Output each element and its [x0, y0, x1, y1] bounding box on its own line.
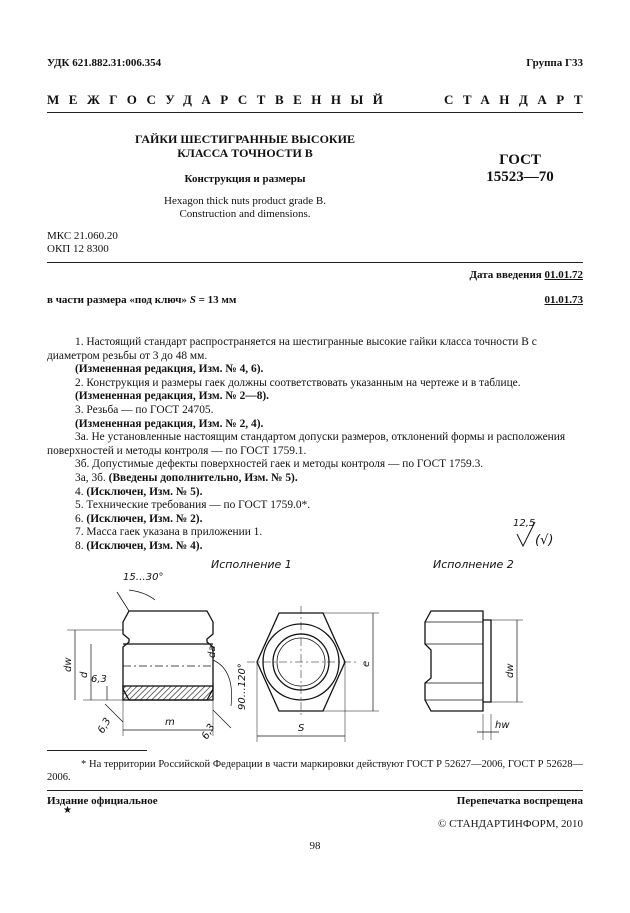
gost-designation [470, 152, 570, 186]
dim-e-label: e [361, 660, 372, 667]
title-en-line1: Hexagon thick nuts product grade B. [164, 195, 326, 207]
codes-rule [47, 262, 583, 263]
roughness-symbol-text: (√) [535, 533, 554, 548]
dim-da-label: da [207, 645, 218, 658]
standard-heading-right: СТАНДАРТ [443, 92, 592, 107]
para-5: 5. Технические требования — по ГОСТ 1759.0*. [75, 499, 311, 512]
para-8-prefix: 8. [75, 539, 84, 552]
dim-d-label: d [79, 671, 90, 678]
footnote-text: * На территории Российской Федерации в части маркировки действуют ГОСТ Р 52627—2006, ГОСТ Р 52628—2006. [47, 759, 583, 783]
page-number: 98 [309, 840, 321, 852]
dim-m-label: m [165, 717, 175, 728]
size-note-prefix: в части размера «под ключ» [47, 294, 187, 306]
title-en [100, 195, 390, 221]
title-subtitle: Конструкция и размеры [184, 173, 306, 185]
roughness-value: 12,5 [513, 518, 536, 529]
para-3b: 3б. Допустимые дефекты поверхностей гаек и методы контроля — по ГОСТ 1759.3. [75, 458, 484, 471]
para-3-note: (Измененная редакция, Изм. № 2, 4). [75, 417, 264, 430]
dim-63-right-label: 6,3 [200, 722, 218, 742]
title-ru [100, 132, 390, 160]
title-ru-line1: ГАЙКИ ШЕСТИГРАННЫЕ ВЫСОКИЕ [135, 132, 355, 146]
classification-codes [47, 230, 118, 256]
copyright: © СТАНДАРТИНФОРМ, 2010 [438, 818, 583, 830]
roughness-symbol [513, 518, 553, 548]
introduction-date [469, 269, 583, 281]
udk-code: УДК 621.882.31:006.354 [47, 57, 162, 69]
para-3: 3. Резьба — по ГОСТ 24705. [75, 403, 214, 416]
mks-code: МКС 21.060.20 [47, 230, 118, 242]
intro-date-value: 01.01.72 [544, 269, 583, 281]
variant-1-label: Исполнение 1 [211, 558, 292, 571]
header-rule [47, 112, 583, 113]
size-note-date: 01.01.73 [544, 294, 583, 306]
nut-drawing [47, 510, 583, 755]
para-2-note: (Измененная редакция, Изм. № 2—8). [75, 390, 270, 403]
footnote-rule [47, 750, 147, 751]
size-note [47, 294, 236, 306]
variant-2-label: Исполнение 2 [433, 558, 514, 571]
dim-63-left-label: 6,3 [91, 674, 107, 685]
group-code: Группа Г33 [526, 57, 583, 69]
gost-label: ГОСТ [499, 152, 541, 168]
para-3ab [47, 472, 583, 486]
star-mark: ★ [63, 805, 72, 816]
angle-top-label: 15…30° [123, 572, 164, 583]
para-7: 7. Масса гаек указана в приложении 1. [75, 526, 263, 539]
para-4-prefix: 4. [75, 485, 84, 498]
dim-dw-v2-label: dw [505, 663, 516, 678]
variant-1-top-view [247, 606, 379, 742]
para-1-note: (Измененная редакция, Изм. № 4, 6). [75, 363, 264, 376]
size-note-suffix: = 13 мм [198, 294, 237, 306]
standard-heading-left: МЕЖГОСУДАРСТВЕННЫЙ [47, 92, 393, 107]
intro-date-label: Дата введения [469, 269, 542, 281]
size-note-s: S [189, 294, 196, 306]
variant-1-side-view [67, 590, 232, 736]
dim-s-label: S [298, 723, 305, 734]
para-2: 2. Конструкция и размеры гаек должны соответствовать указанным на чертеже и в таблице. [75, 376, 521, 389]
para-3a: 3а. Не установленные настоящим стандартом допуски размеров, отклонений формы и расположения поверхностей и методы контроля — по ГОСТ 1759.1. [47, 431, 566, 457]
para-4 [47, 486, 583, 500]
para-6-note: (Исключен, Изм. № 2). [86, 512, 203, 525]
para-1: 1. Настоящий стандарт распространяется на шестигранные высокие гайки класса точности В с диаметром резьбы от 3 до 48 мм. [47, 336, 537, 362]
para-3ab-note: (Введены дополнительно, Изм. № 5). [108, 471, 298, 484]
title-ru-line2: КЛАССА ТОЧНОСТИ В [177, 146, 313, 160]
para-4-note: (Исключен, Изм. № 5). [86, 485, 203, 498]
para-3ab-prefix: 3а, 3б. [75, 471, 106, 484]
official-edition: Издание официальное [47, 795, 158, 807]
dim-hw-label: hw [495, 720, 510, 731]
para-6-prefix: 6. [75, 512, 84, 525]
para-8-note: (Исключен, Изм. № 4). [86, 539, 203, 552]
dim-63-bottom-label: 6,3 [96, 716, 114, 736]
gost-number: 15523—70 [486, 169, 554, 185]
angle-side-label: 90…120° [237, 663, 248, 710]
dim-dw-label: dw [63, 657, 74, 672]
footer-rule [47, 790, 583, 791]
title-en-line2: Construction and dimensions. [179, 208, 311, 220]
reprint-notice: Перепечатка воспрещена [456, 795, 583, 807]
okp-code: ОКП 12 8300 [47, 243, 109, 255]
